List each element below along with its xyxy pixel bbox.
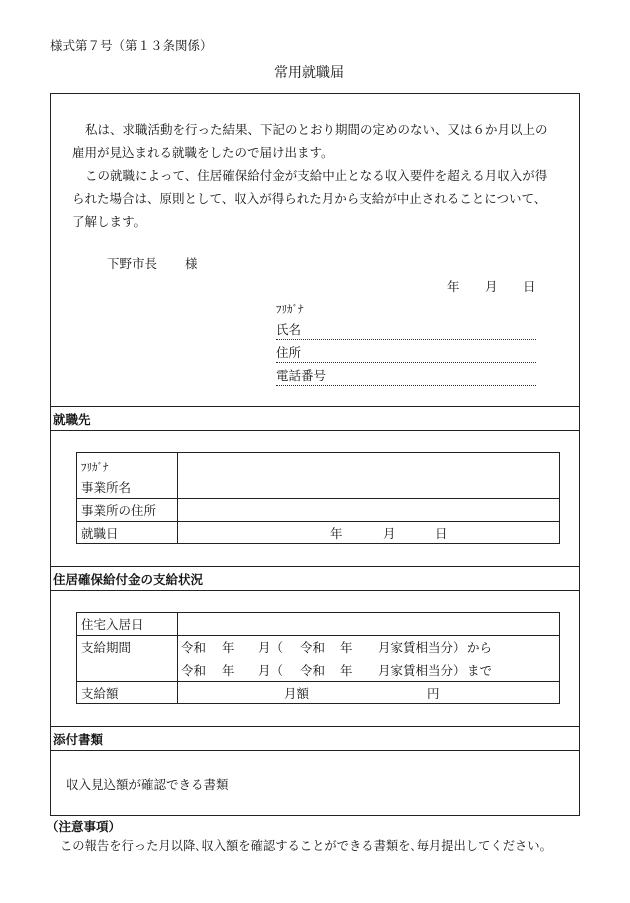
- divider: [50, 726, 580, 727]
- divider: [50, 590, 580, 591]
- declaration-paragraph-1: 私は、求職活動を行った結果、下記のとおり期間の定めのない、又は６か月以上の雇用が見込まれる就職をしたので届け出ます。: [72, 122, 548, 160]
- move-in-date-label: 住宅入居日: [81, 617, 144, 632]
- period-end-rent-month: 月家賃相当分）: [378, 663, 466, 678]
- applicant-phone-field[interactable]: [276, 385, 536, 386]
- honorific: 様: [185, 256, 198, 271]
- period-from: から: [467, 640, 493, 655]
- applicant-phone-label: 電話番号: [276, 368, 327, 383]
- period-start-rent-month: 月家賃相当分）: [378, 640, 466, 655]
- applicant-furigana-label: ﾌﾘｶﾞﾅ: [276, 303, 304, 316]
- yen-label: 円: [427, 686, 440, 701]
- office-name-field[interactable]: [178, 453, 559, 497]
- payment-amount-label: 支給額: [81, 686, 119, 701]
- notes-title: （注意事項）: [46, 819, 122, 834]
- table-divider: [76, 521, 560, 522]
- declaration-paragraph-2: この就職によって、住居確保給付金が支給中止となる収入要件を超える月収入が得られた場合は、原則として、収入が得られた月から支給が中止されることについて、了解します。: [72, 168, 548, 229]
- date-day-label: 日: [523, 279, 536, 294]
- period-end-year: 年: [222, 663, 235, 678]
- office-address-field[interactable]: [178, 499, 559, 520]
- period-end-era: 令和: [181, 663, 207, 678]
- date-month-label: 月: [485, 279, 498, 294]
- start-date-day: 日: [435, 526, 448, 541]
- attachment-item: 収入見込額が確認できる書類: [66, 777, 229, 792]
- applicant-name-field[interactable]: [276, 339, 536, 340]
- period-start-year: 年: [222, 640, 235, 655]
- page-title: 常用就職届: [274, 65, 344, 81]
- start-date-month: 月: [383, 526, 396, 541]
- divider: [50, 430, 580, 431]
- office-name-label: 事業所名: [81, 480, 132, 495]
- divider: [50, 750, 580, 751]
- period-end-rent-year: 年: [340, 663, 353, 678]
- office-address-label: 事業所の住所: [81, 503, 157, 518]
- divider: [50, 566, 580, 567]
- period-start-rent-era: 令和: [300, 640, 326, 655]
- attachments-section-title: 添付書類: [53, 732, 104, 747]
- notes-text: この報告を行った月以降､収入額を確認することができる書類を､毎月提出してください｡: [60, 839, 546, 853]
- declaration-text: [72, 118, 552, 233]
- divider: [50, 406, 580, 407]
- period-end-month: 月（: [258, 663, 284, 678]
- start-date-label: 就職日: [81, 526, 119, 541]
- period-start-month: 月（: [258, 640, 284, 655]
- applicant-name-label: 氏名: [276, 322, 302, 337]
- date-year-label: 年: [447, 279, 460, 294]
- period-end-rent-era: 令和: [300, 663, 326, 678]
- move-in-date-field[interactable]: [178, 613, 559, 634]
- applicant-address-field[interactable]: [276, 362, 536, 363]
- monthly-amount-label: 月額: [284, 686, 310, 701]
- table-divider: [76, 681, 560, 682]
- period-start-era: 令和: [181, 640, 207, 655]
- period-to: まで: [467, 663, 493, 678]
- period-start-rent-year: 年: [340, 640, 353, 655]
- addressee: 下野市長: [107, 256, 158, 271]
- payment-period-label: 支給期間: [81, 640, 132, 655]
- office-furigana-label: ﾌﾘｶﾞﾅ: [81, 461, 109, 474]
- table-divider: [76, 635, 560, 636]
- employment-section-title: 就職先: [53, 412, 91, 427]
- benefit-section-title: 住居確保給付金の支給状況: [53, 572, 204, 587]
- start-date-year: 年: [330, 526, 343, 541]
- applicant-address-label: 住所: [276, 345, 302, 360]
- form-number: 様式第７号（第１３条関係）: [50, 38, 213, 53]
